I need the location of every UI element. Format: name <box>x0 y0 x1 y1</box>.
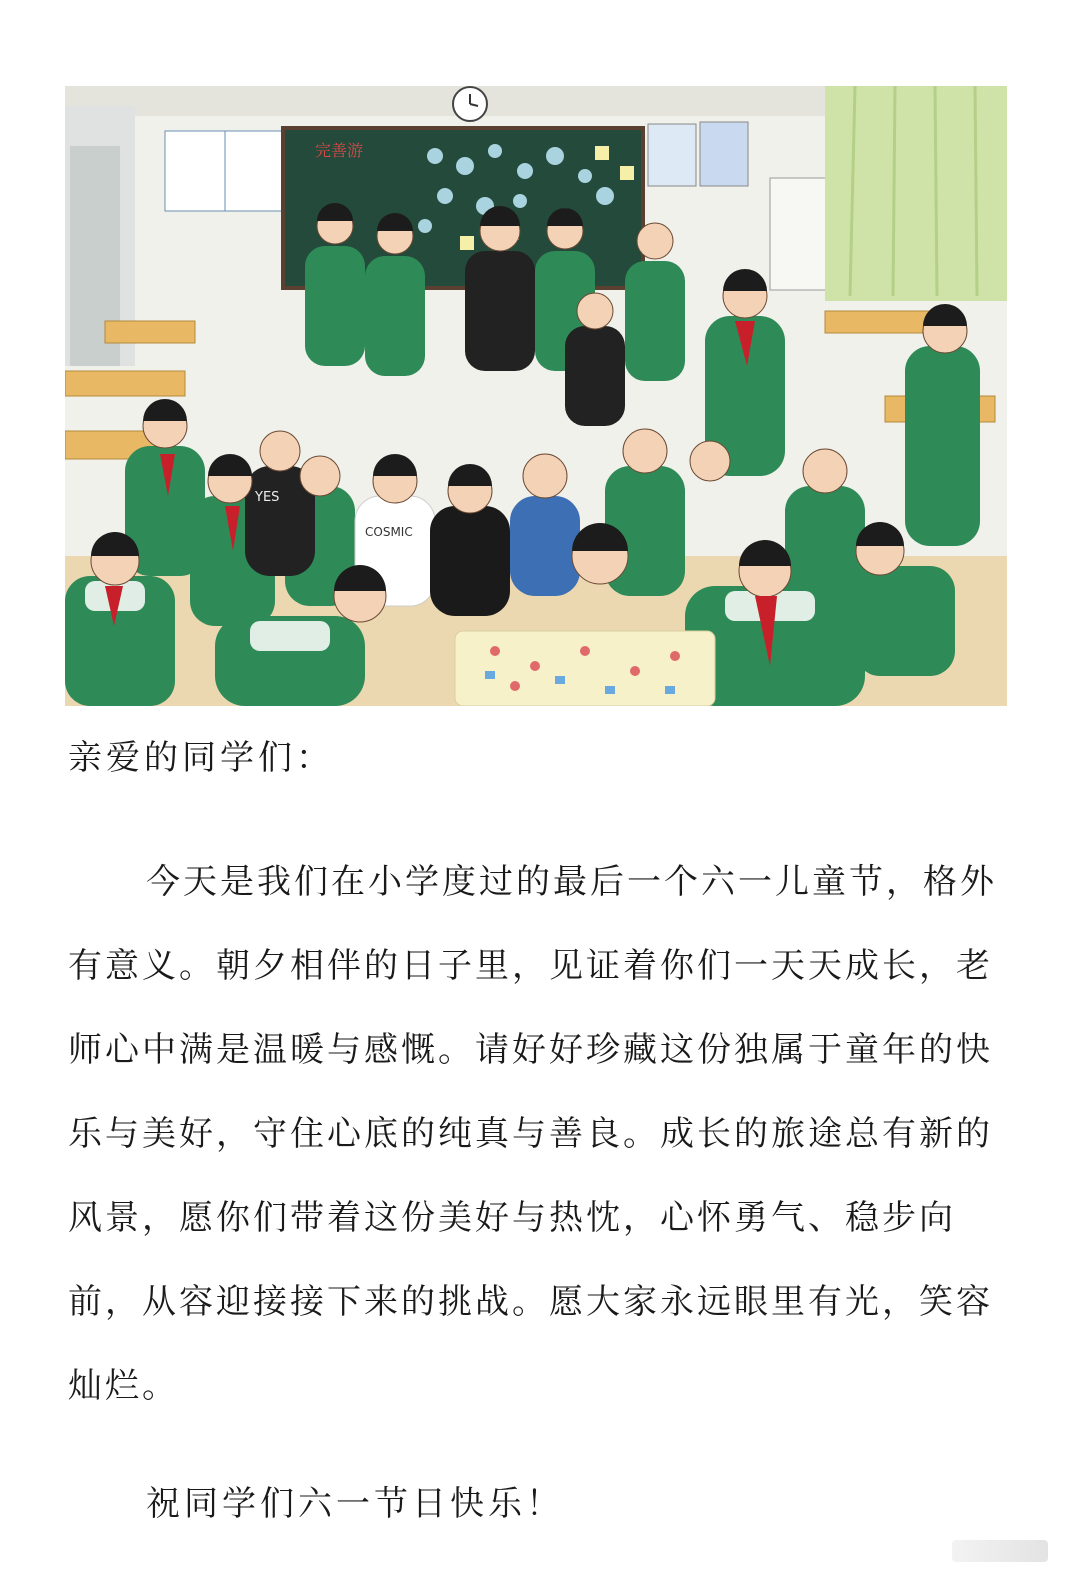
letter-body: 今天是我们在小学度过的最后一个六一儿童节，格外有意义。朝夕相伴的日子里，见证着你们一天天成长，老师心中满是温暖与感慨。请好好珍藏这份独属于童年的快乐与美好，守住心底的纯真与善良。成长的旅途总有新的风景，愿你们带着这份美好与热忱，心怀勇气、稳步向前，从容迎接接下来的挑战。愿大家永远眼里有光，笑容灿烂。 <box>68 862 997 1406</box>
letter-closing: 祝同学们六一节日快乐！ <box>146 1484 564 1524</box>
board-title: 完善游 <box>315 141 364 160</box>
letter-greeting: 亲爱的同学们： <box>68 738 334 778</box>
class-photo-illustration <box>65 86 1007 706</box>
class-photo <box>65 86 1007 706</box>
letter <box>68 728 1018 1534</box>
watermark-logo <box>952 1540 1048 1562</box>
shirt-text-cosmic: COSMIC <box>365 525 413 539</box>
shirt-text-yes: YES <box>255 490 280 505</box>
